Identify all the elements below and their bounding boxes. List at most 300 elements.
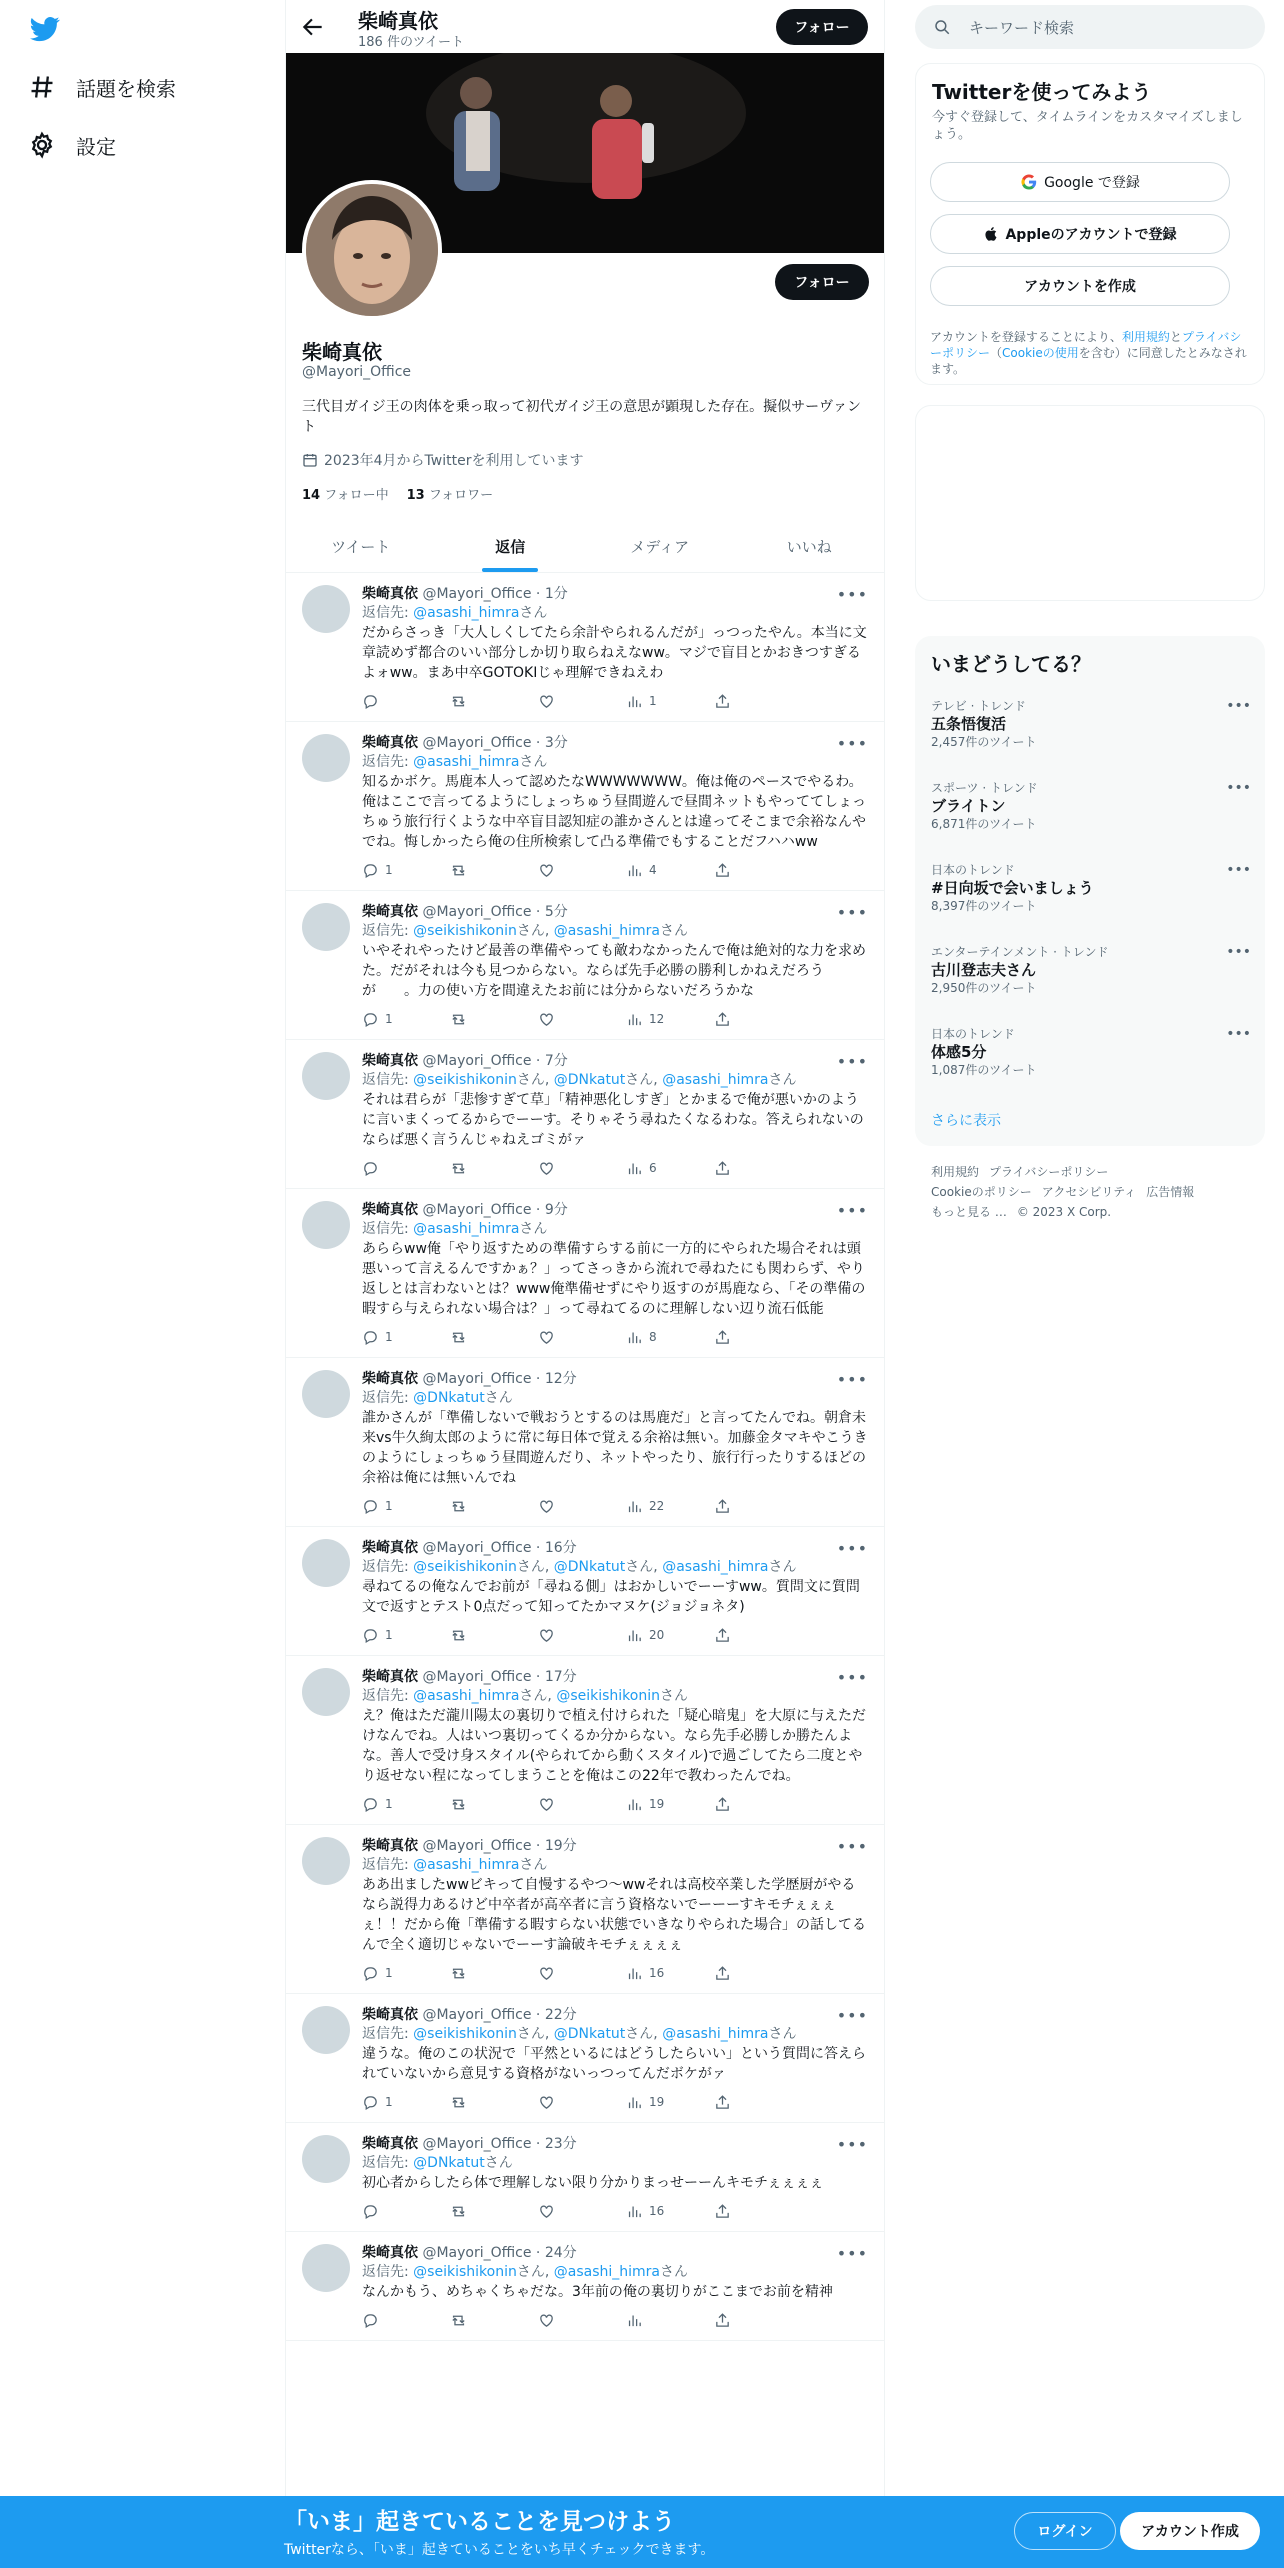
mention-suffix: さん, (625, 1559, 663, 1575)
tweet-header (362, 2244, 868, 2262)
views-chart-icon (626, 693, 643, 710)
tweet-avatar[interactable] (302, 1539, 350, 1587)
heart-icon (538, 693, 555, 710)
view-count: 20 (649, 1628, 665, 1642)
share-button[interactable] (714, 1498, 802, 1515)
mention-link[interactable]: @asashi_himra (413, 1688, 520, 1704)
views-chart-icon (626, 1627, 643, 1644)
tweet[interactable] (286, 1825, 884, 1994)
view-count: 8 (649, 1330, 657, 1344)
retweet-icon (450, 1627, 467, 1644)
terms-link[interactable]: 利用規約 (1121, 330, 1170, 344)
share-button[interactable] (714, 2094, 802, 2111)
share-button[interactable] (714, 1011, 802, 1028)
views-chart-icon (626, 1160, 643, 1177)
reply-button[interactable] (362, 1498, 450, 1515)
share-button[interactable] (714, 1965, 802, 1982)
tweet-header (362, 2006, 868, 2024)
legal-text-4: を含む）に同意したとみなされます。 (930, 346, 1247, 376)
retweet-button[interactable] (450, 2094, 538, 2111)
mention-link[interactable]: @asashi_himra (553, 2264, 660, 2280)
followers-label: フォロワー (428, 488, 494, 503)
tweet[interactable] (286, 1994, 884, 2123)
retweet-icon (450, 693, 467, 710)
signup-subtitle: 今すぐ登録して、タイムラインをカスタマイズしましょう。 (932, 110, 1243, 142)
trend-more-icon[interactable]: ••• (1226, 944, 1251, 960)
tweet-header (362, 734, 868, 752)
more-options-icon[interactable]: ••• (836, 1539, 868, 1558)
header-follow-button[interactable]: フォロー (776, 9, 868, 45)
retweet-icon (450, 1965, 467, 1982)
signup-title: Twitterを使ってみよう (932, 80, 1152, 104)
reply-button[interactable] (362, 1627, 450, 1644)
mention-link[interactable]: @seikishikonin (413, 2264, 517, 2280)
view-count: 6 (649, 1161, 657, 1175)
search-input[interactable] (915, 5, 1265, 49)
reply-to-label: 返信先: (362, 1072, 414, 1088)
views-button[interactable] (626, 1627, 714, 1644)
reply-context (362, 2262, 868, 2282)
tweet-avatar[interactable] (302, 585, 350, 633)
retweet-button[interactable] (450, 2203, 538, 2220)
views-button[interactable] (626, 1011, 714, 1028)
like-button[interactable] (538, 1796, 626, 1813)
profile-joined (302, 450, 583, 470)
more-options-icon[interactable]: ••• (836, 2135, 868, 2154)
reply-icon (362, 862, 379, 879)
retweet-button[interactable] (450, 1329, 538, 1346)
reply-to-label: 返信先: (362, 754, 414, 770)
google-icon (1020, 173, 1038, 191)
retweet-button[interactable] (450, 693, 538, 710)
tweet-author-name[interactable]: 柴崎真依 (362, 1053, 418, 1069)
reply-to-label: 返信先: (362, 605, 414, 621)
footer-cookie[interactable]: Cookieのポリシー (931, 1185, 1032, 1199)
tweet-avatar[interactable] (302, 1052, 350, 1100)
tweet-avatar[interactable] (302, 1370, 350, 1418)
retweet-button[interactable] (450, 2312, 538, 2329)
like-button[interactable] (538, 1011, 626, 1028)
heart-icon (538, 1796, 555, 1813)
tweet-text: 初心者からしたら体で理解しない限り分かりまっせーーんキモチぇぇぇぇ (362, 2175, 824, 2191)
tweet[interactable] (286, 891, 884, 1040)
trend-name: 五条悟復活 (931, 715, 1007, 733)
reply-count: 1 (385, 1012, 393, 1026)
reply-to-label: 返信先: (362, 1390, 414, 1406)
tweet-avatar[interactable] (302, 1837, 350, 1885)
share-button[interactable] (714, 1160, 802, 1177)
tweet-meta: @Mayori_Office · 7分 (422, 1053, 568, 1069)
apple-signup-button[interactable] (930, 214, 1230, 254)
trends-show-more[interactable]: さらに表示 (931, 1113, 1001, 1129)
hashtag-icon (28, 73, 56, 101)
mention-link[interactable]: @seikishikonin (413, 1559, 517, 1575)
like-button[interactable] (538, 862, 626, 879)
reply-context (362, 2024, 868, 2044)
views-chart-icon (626, 1329, 643, 1346)
reply-button[interactable] (362, 2094, 450, 2111)
mention-link[interactable]: @asashi_himra (413, 1857, 520, 1873)
tweet-meta: @Mayori_Office · 5分 (422, 904, 568, 920)
retweet-button[interactable] (450, 1627, 538, 1644)
tweet-author-name[interactable]: 柴崎真依 (362, 1669, 418, 1685)
tweet[interactable] (286, 2232, 884, 2341)
mention-link[interactable]: @asashi_himra (662, 1072, 769, 1088)
retweet-button[interactable] (450, 1011, 538, 1028)
views-button[interactable] (626, 862, 714, 879)
tweet-avatar[interactable] (302, 1201, 350, 1249)
reply-button[interactable] (362, 862, 450, 879)
retweet-icon (450, 2312, 467, 2329)
share-icon (714, 1329, 731, 1346)
tweet-actions (362, 1327, 802, 1347)
reply-to-label: 返信先: (362, 1857, 414, 1873)
trend-item[interactable] (931, 698, 1251, 750)
reply-icon (362, 1498, 379, 1515)
footer-more[interactable]: もっと見る … (931, 1205, 1007, 1219)
like-button[interactable] (538, 693, 626, 710)
views-button[interactable] (626, 1329, 714, 1346)
tweet-actions (362, 2201, 802, 2221)
create-account-button[interactable] (930, 266, 1230, 306)
tab-replies[interactable]: 返信 (436, 520, 586, 572)
views-button[interactable] (626, 1965, 714, 1982)
tab-tweets[interactable]: ツイート (331, 537, 391, 556)
mention-suffix: さん, (516, 2026, 554, 2042)
share-button[interactable] (714, 1627, 802, 1644)
gear-icon (28, 131, 56, 159)
footer-accessibility[interactable]: アクセシビリティ (1041, 1185, 1137, 1199)
tweet-author-name[interactable]: 柴崎真依 (362, 1371, 418, 1387)
trend-more-icon[interactable]: ••• (1226, 698, 1251, 714)
share-icon (714, 2094, 731, 2111)
share-icon (714, 1627, 731, 1644)
mention-suffix: さん (660, 2264, 688, 2280)
cookie-link[interactable]: Cookieの使用 (1002, 346, 1079, 360)
mention-suffix: さん, (516, 1559, 554, 1575)
reply-button[interactable] (362, 1796, 450, 1813)
tweet-header (362, 585, 868, 603)
more-options-icon[interactable]: ••• (836, 903, 868, 922)
more-options-icon[interactable]: ••• (836, 1201, 868, 1220)
views-button[interactable] (626, 1796, 714, 1813)
share-icon (714, 1011, 731, 1028)
trend-more-icon[interactable]: ••• (1226, 1026, 1251, 1042)
views-button[interactable] (626, 2203, 714, 2220)
nav-explore[interactable] (28, 67, 176, 107)
reply-icon (362, 1965, 379, 1982)
followers-count: 13 (406, 488, 425, 503)
tweet-author-name[interactable]: 柴崎真依 (362, 1838, 418, 1854)
share-button[interactable] (714, 2312, 802, 2329)
profile-handle: @Mayori_Office (302, 364, 412, 380)
tweet-text: ああ出ましたwwビキって自慢するやつ〜wwそれは高校卒業した学歴厨がやるなら説得力あるけど中卒者が高卒者に言う資格ないでーーーすキモチぇぇぇぇ！！だから俺「準備する暇すらない状態でいきなりやられた場合」の話してるんで全く適切じゃないでーーす論破キモチぇぇぇぇ (362, 1877, 866, 1953)
tweet[interactable] (286, 1358, 884, 1527)
google-signup-button[interactable] (930, 162, 1230, 202)
reply-count: 1 (385, 1330, 393, 1344)
profile-follow-button[interactable]: フォロー (775, 264, 869, 300)
reply-button[interactable] (362, 693, 450, 710)
tweet-actions (362, 1963, 802, 1983)
share-button[interactable] (714, 1796, 802, 1813)
retweet-button[interactable] (450, 862, 538, 879)
tweet-text: 誰かさんが「準備しないで戦おうとするのは馬鹿だ」と言ってたんでね。朝倉未来vs牛久絢太郎のように常に毎日体で覚える余裕は無い。加藤金タマキやこうきのようにしょっちゅう昼間遊んだり、ネットやったり、旅行行ったりするほどの余裕は俺には無いんでね (362, 1410, 868, 1486)
views-chart-icon (626, 2312, 643, 2329)
tweet-author-name[interactable]: 柴崎真依 (362, 1202, 418, 1218)
mention-link[interactable]: @seikishikonin (413, 2026, 517, 2042)
more-options-icon[interactable]: ••• (836, 2244, 868, 2263)
mention-suffix: さん (768, 2026, 797, 2042)
tweet-meta: @Mayori_Office · 17分 (422, 1669, 577, 1685)
tweet-author-name[interactable]: 柴崎真依 (362, 1540, 418, 1556)
trend-name: 体感5分 (931, 1043, 987, 1061)
reply-icon (362, 1011, 379, 1028)
trend-category: テレビ · トレンド (931, 699, 1026, 713)
reply-button[interactable] (362, 2203, 450, 2220)
tweet-avatar[interactable] (302, 1668, 350, 1716)
footer-ads[interactable]: 広告情報 (1146, 1185, 1195, 1199)
mention-link[interactable]: @DNkatut (413, 1390, 485, 1406)
views-button[interactable] (626, 2094, 714, 2111)
reply-to-label: 返信先: (362, 2155, 414, 2171)
bottom-signup-banner (0, 2496, 1284, 2568)
reply-count: 1 (385, 1499, 393, 1513)
trend-item[interactable] (931, 1026, 1251, 1078)
tweet-avatar[interactable] (302, 903, 350, 951)
like-button[interactable] (538, 1627, 626, 1644)
reply-to-label: 返信先: (362, 2264, 414, 2280)
heart-icon (538, 2203, 555, 2220)
trend-item[interactable] (931, 780, 1251, 832)
tweet-author-name[interactable]: 柴崎真依 (362, 735, 418, 751)
tweet-feed (286, 573, 884, 2341)
tab-media[interactable]: メディア (630, 537, 690, 556)
more-options-icon[interactable]: ••• (836, 1837, 868, 1856)
mention-link[interactable]: @asashi_himra (413, 754, 520, 770)
tweet[interactable] (286, 1040, 884, 1189)
mention-suffix: さん, (516, 2264, 554, 2280)
mention-link[interactable]: @asashi_himra (413, 1221, 520, 1237)
more-options-icon[interactable]: ••• (836, 734, 868, 753)
trend-more-icon[interactable]: ••• (1226, 780, 1251, 796)
avatar-photo (306, 184, 438, 316)
view-count: 19 (649, 2095, 665, 2109)
footer-terms[interactable]: 利用規約 (931, 1165, 980, 1179)
trend-count: 2,950件のツイート (931, 981, 1037, 995)
heart-icon (538, 1627, 555, 1644)
mention-link[interactable]: @seikishikonin (413, 923, 517, 939)
like-button[interactable] (538, 1329, 626, 1346)
mention-suffix: さん (484, 2155, 513, 2171)
retweet-icon (450, 1796, 467, 1813)
reply-icon (362, 1796, 379, 1813)
share-icon (714, 2203, 731, 2220)
tweet[interactable] (286, 1656, 884, 1825)
mention-suffix: さん, (625, 2026, 663, 2042)
tweet-text: それは君らが「悲惨すぎて草」「精神悪化しすぎ」とかまるで俺が悪いかのように言いまくってるからでーーす。そりゃそう尋ねたくなるわな。答えられないのならば悪く言うんじゃねえゴミがァ (362, 1092, 864, 1148)
tab-likes[interactable]: いいね (786, 537, 832, 556)
tweet-avatar[interactable] (302, 2006, 350, 2054)
like-button[interactable] (538, 2312, 626, 2329)
reply-button[interactable] (362, 1965, 450, 1982)
retweet-button[interactable] (450, 1965, 538, 1982)
share-icon (714, 693, 731, 710)
tweet-author-name[interactable]: 柴崎真依 (362, 2136, 418, 2152)
reply-icon (362, 1627, 379, 1644)
create-account-label: アカウントを作成 (1024, 279, 1136, 295)
mention-link[interactable]: @asashi_himra (662, 2026, 769, 2042)
heart-icon (538, 1329, 555, 1346)
tweet-meta: @Mayori_Office · 1分 (422, 586, 568, 602)
views-chart-icon (626, 2094, 643, 2111)
more-options-icon[interactable]: ••• (836, 585, 868, 604)
tweet-text: あららww俺「やり返すための準備すらする前に一方的にやられた場合それは頭悪いって言えるんですかぁ？」ってさっきから流れで尋ねたにも関わらず、やり返しとは言わないとは？www俺準備せずにやり返すのが馬鹿なら、「その準備の暇すら与えられない場合は？」って尋ねてるのに理解しない辺り流石低能 (362, 1241, 866, 1317)
followers-link[interactable] (407, 484, 494, 503)
mention-link[interactable]: @seikishikonin (413, 1072, 517, 1088)
tweet-author-name[interactable]: 柴崎真依 (362, 2007, 418, 2023)
views-chart-icon (626, 2203, 643, 2220)
views-button[interactable] (626, 2312, 714, 2329)
tweet-meta: @Mayori_Office · 24分 (422, 2245, 577, 2261)
reply-count: 1 (385, 1628, 393, 1642)
twitter-bird-icon[interactable] (28, 14, 62, 44)
signup-button[interactable]: アカウント作成 (1120, 2512, 1260, 2550)
more-options-icon[interactable]: ••• (836, 1370, 868, 1389)
back-arrow-icon[interactable] (300, 14, 326, 40)
profile-bio: 三代目ガイジ王の肉体を乗っ取って初代ガイジ王の意思が顕現した存在。擬似サーヴァント (302, 399, 862, 435)
login-button[interactable]: ログイン (1014, 2512, 1116, 2550)
reply-button[interactable] (362, 2312, 450, 2329)
mention-link[interactable]: @asashi_himra (553, 923, 660, 939)
views-button[interactable] (626, 1498, 714, 1515)
tweet-header (362, 1201, 868, 1219)
trend-count: 1,087件のツイート (931, 1063, 1037, 1077)
trend-item[interactable] (931, 944, 1251, 996)
privacy-link[interactable]: プライバシーポリシー (930, 330, 1242, 360)
tweet-text: え？俺はただ瀧川陽太の裏切りで植え付けられた「疑心暗鬼」を大原に与えただけなんでね。人はいつ裏切ってくるか分からない。なら先手必勝しか勝たんよな。善人で受け身スタイル(やられてから動くスタイル)で過ごしてたら二度とやり返せない程になってしまうことを俺はこの22年で教わったんでね。 (362, 1708, 866, 1784)
retweet-button[interactable] (450, 1498, 538, 1515)
reply-count: 1 (385, 1966, 393, 1980)
nav-settings[interactable] (28, 125, 116, 165)
trend-item[interactable] (931, 862, 1251, 914)
retweet-button[interactable] (450, 1796, 538, 1813)
reply-icon (362, 1329, 379, 1346)
more-options-icon[interactable]: ••• (836, 1052, 868, 1071)
tweet-header (362, 1052, 868, 1070)
mention-link[interactable]: @DNkatut (553, 1072, 626, 1088)
tweet-meta: @Mayori_Office · 3分 (422, 735, 568, 751)
tweet-author-name[interactable]: 柴崎真依 (362, 586, 418, 602)
mention-link[interactable]: @DNkatut (413, 2155, 485, 2171)
mention-suffix: さん (519, 1221, 548, 1237)
view-count: 4 (649, 863, 657, 877)
retweet-icon (450, 1160, 467, 1177)
views-button[interactable] (626, 1160, 714, 1177)
left-nav (0, 0, 285, 2568)
share-icon (714, 1965, 731, 1982)
calendar-icon (302, 452, 318, 468)
reply-button[interactable] (362, 1329, 450, 1346)
tweet[interactable] (286, 1189, 884, 1358)
tweet-actions (362, 1625, 802, 1645)
trend-name: #日向坂で会いましょう (931, 879, 1094, 897)
profile-avatar[interactable] (302, 180, 442, 320)
tweet-author-name[interactable]: 柴崎真依 (362, 904, 418, 920)
tweet-actions (362, 691, 802, 711)
tweet-meta: @Mayori_Office · 22分 (422, 2007, 577, 2023)
tweet[interactable] (286, 573, 884, 722)
reply-context (362, 1557, 868, 1577)
view-count: 1 (649, 694, 657, 708)
reply-to-label: 返信先: (362, 1688, 414, 1704)
retweet-button[interactable] (450, 1160, 538, 1177)
tweet[interactable] (286, 1527, 884, 1656)
profile-header-bar (286, 0, 884, 53)
retweet-icon (450, 1329, 467, 1346)
tweet-header (362, 1837, 868, 1855)
more-options-icon[interactable]: ••• (836, 1668, 868, 1687)
trend-category: エンターテインメント · トレンド (931, 945, 1109, 959)
like-button[interactable] (538, 1160, 626, 1177)
following-count: 14 (302, 488, 321, 503)
mention-suffix: さん (484, 1390, 513, 1406)
like-button[interactable] (538, 2094, 626, 2111)
mention-link[interactable]: @asashi_himra (662, 1559, 769, 1575)
like-button[interactable] (538, 2203, 626, 2220)
profile-joined-text: 2023年4月からTwitterを利用しています (324, 453, 584, 469)
mention-suffix: さん, (516, 1072, 554, 1088)
share-icon (714, 2312, 731, 2329)
footer-privacy[interactable]: プライバシーポリシー (989, 1165, 1109, 1179)
tweet-avatar[interactable] (302, 2135, 350, 2183)
tweet[interactable] (286, 2123, 884, 2232)
tweet-author-name[interactable]: 柴崎真依 (362, 2245, 418, 2261)
views-button[interactable] (626, 693, 714, 710)
view-count: 22 (649, 1499, 665, 1513)
tweet-avatar[interactable] (302, 2244, 350, 2292)
trend-more-icon[interactable]: ••• (1226, 862, 1251, 878)
reply-context (362, 603, 868, 623)
retweet-icon (450, 1498, 467, 1515)
reply-button[interactable] (362, 1160, 450, 1177)
tweet[interactable] (286, 722, 884, 891)
reply-icon (362, 2094, 379, 2111)
mention-link[interactable]: @asashi_himra (413, 605, 520, 621)
footer-links (931, 1162, 1251, 1222)
tweet-header (362, 2135, 868, 2153)
share-button[interactable] (714, 1329, 802, 1346)
reply-context (362, 752, 868, 772)
share-button[interactable] (714, 693, 802, 710)
mention-link[interactable]: @seikishikonin (556, 1688, 660, 1704)
share-button[interactable] (714, 2203, 802, 2220)
like-button[interactable] (538, 1965, 626, 1982)
share-button[interactable] (714, 862, 802, 879)
mention-link[interactable]: @DNkatut (553, 1559, 626, 1575)
tweet-avatar[interactable] (302, 734, 350, 782)
mention-link[interactable]: @DNkatut (553, 2026, 626, 2042)
view-count: 19 (649, 1797, 665, 1811)
mention-suffix: さん (660, 1688, 688, 1704)
mention-suffix: さん (519, 605, 548, 621)
reply-context (362, 1070, 868, 1090)
like-button[interactable] (538, 1498, 626, 1515)
tweet-meta: @Mayori_Office · 12分 (422, 1371, 577, 1387)
following-link[interactable] (302, 484, 389, 503)
more-options-icon[interactable]: ••• (836, 2006, 868, 2025)
reply-button[interactable] (362, 1011, 450, 1028)
bottom-banner-subtitle: Twitterなら、「いま」起きていることをいち早くチェックできます。 (284, 2542, 715, 2558)
